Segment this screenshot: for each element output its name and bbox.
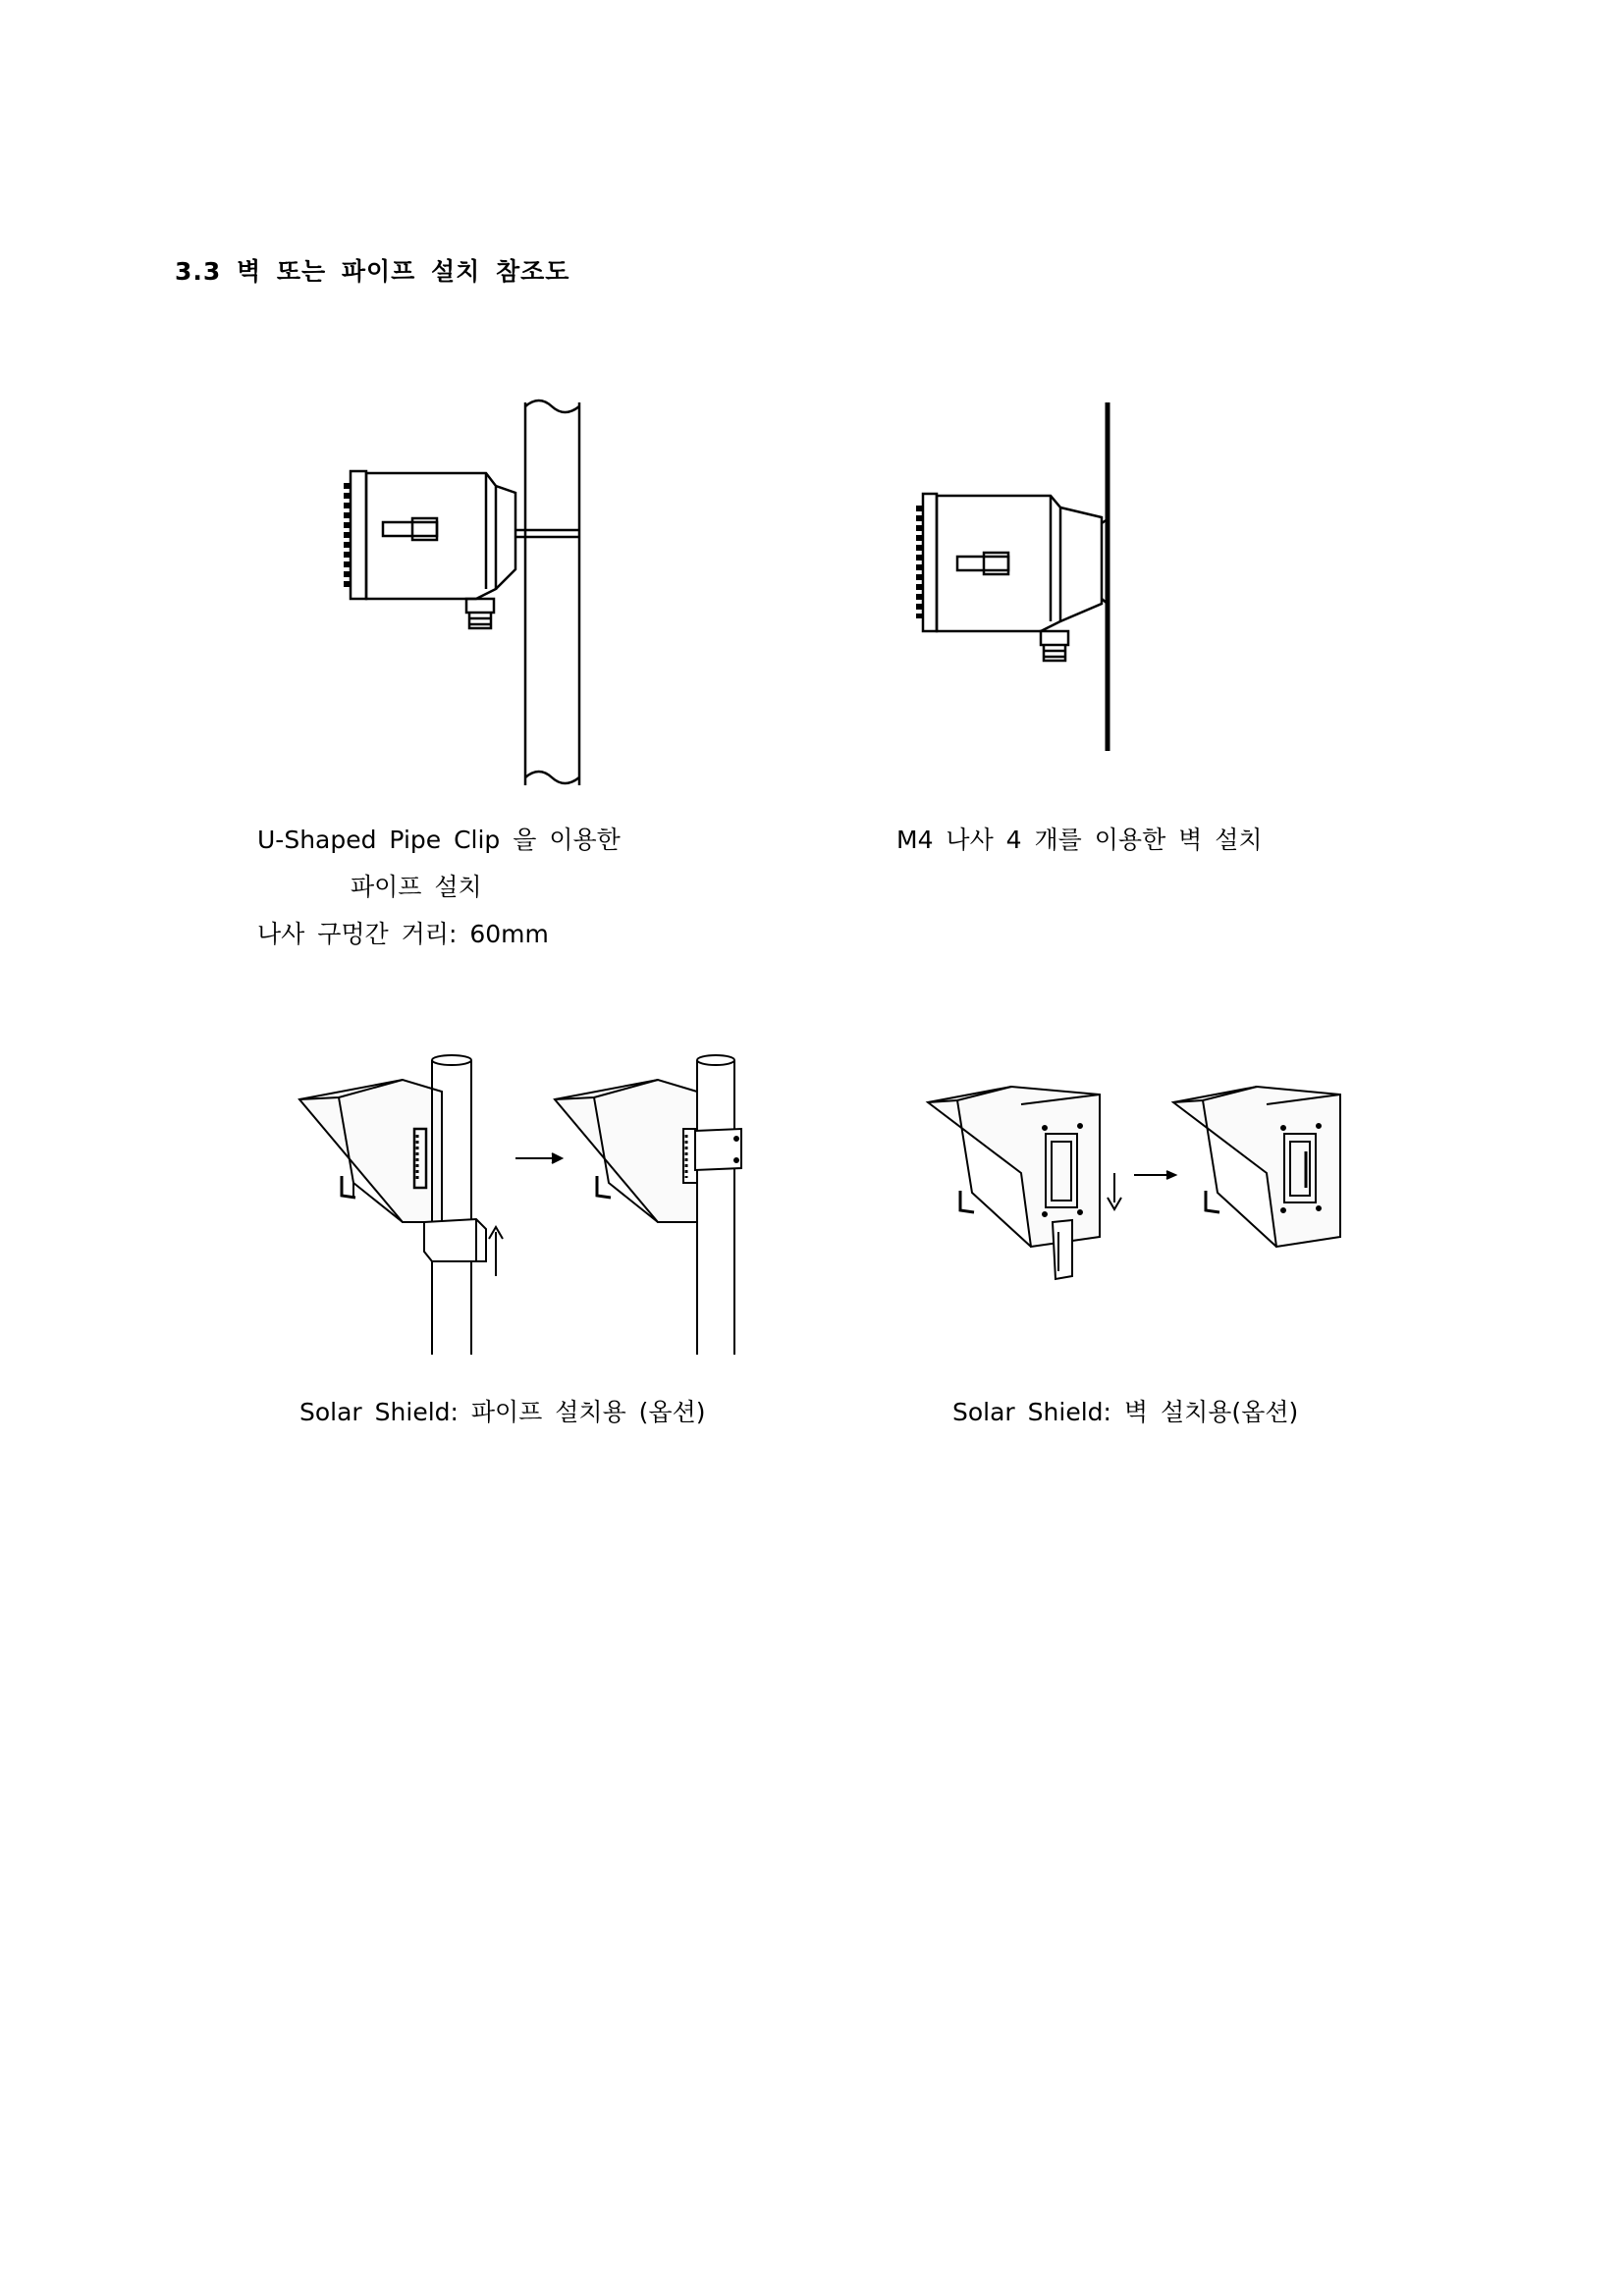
solar-shield-wall-illustration	[923, 1065, 1345, 1301]
caption-line: 나사 구멍간 거리: 60mm	[257, 920, 549, 948]
wall-mount-illustration	[913, 398, 1129, 761]
section-heading: 3.3 벽 또는 파이프 설치 참조도	[175, 257, 570, 286]
caption-line: M4 나사 4 개를 이용한 벽 설치	[896, 826, 1263, 854]
caption-line: Solar Shield: 벽 설치용(옵션)	[952, 1398, 1299, 1426]
caption-line: U-Shaped Pipe Clip 을 이용한	[257, 826, 621, 854]
caption-line: 파이프 설치	[351, 873, 482, 901]
pipe-mount-caption	[257, 817, 621, 958]
pipe-mount-illustration	[339, 393, 594, 795]
solar-pipe-caption	[299, 1389, 705, 1436]
wall-mount-caption	[896, 817, 1263, 864]
caption-line: Solar Shield: 파이프 설치용 (옵션)	[299, 1398, 706, 1426]
solar-wall-caption	[952, 1389, 1298, 1436]
solar-shield-pipe-illustration	[295, 1050, 766, 1364]
